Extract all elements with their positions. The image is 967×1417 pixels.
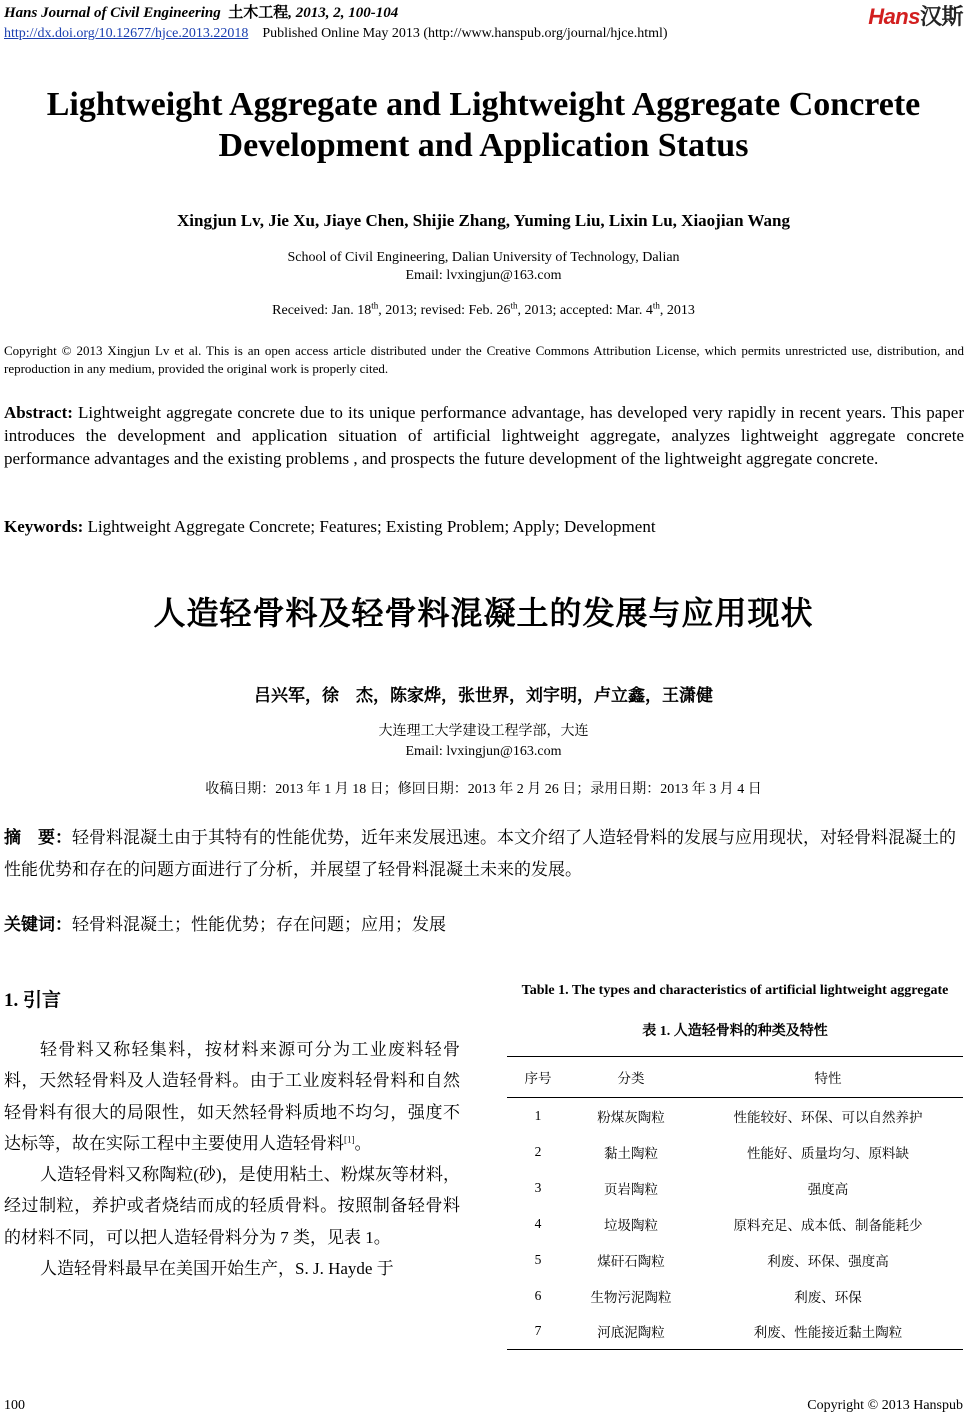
- copyright-notice: Copyright © 2013 Xingjun Lv et al. This is an open access article distributed under the Creative Commons Attribution License, which permits unrestricted use, distribution, and reproduction in any medium, provided the original work is properly cited.: [4, 343, 964, 376]
- paragraph-text: 轻骨料又称轻集料，按材料来源可分为工业废料轻骨料，天然轻骨料及人造轻骨料。由于工业废料轻骨料和自然轻骨料有很大的局限性，如天然轻骨料质地不均匀，强度不达标等，故在实际工程中主要使用人造轻骨料: [4, 1040, 460, 1153]
- cell-index: 6: [534, 1287, 542, 1303]
- section-heading: 1. 引言: [4, 990, 62, 1011]
- cell-index: 4: [534, 1215, 542, 1231]
- logo-cn: 汉斯: [919, 4, 963, 29]
- table-caption-en: Table 1. The types and characteristics of artificial lightweight aggregate: [521, 983, 949, 998]
- affiliation-en-block: [0, 249, 967, 285]
- table-row: [507, 1278, 963, 1314]
- citation-ref[interactable]: [1]: [344, 1134, 355, 1145]
- received-dates-en: [0, 300, 967, 319]
- revised-text: , 2013; revised: Feb. 26: [378, 303, 511, 318]
- table-caption-cn: 表 1. 人造轻骨料的种类及特性: [642, 1024, 828, 1039]
- affiliation-cn-block: [0, 722, 967, 762]
- cell-type: 黏土陶粒: [604, 1145, 658, 1161]
- cell-index: 1: [534, 1107, 542, 1123]
- table-row: [507, 1098, 963, 1134]
- cell-features: 利废、性能接近黏土陶粒: [753, 1325, 903, 1341]
- logo-latin: Hans: [868, 4, 920, 29]
- email-en: Email: lvxingjun@163.com: [405, 268, 562, 283]
- doi-line: [4, 26, 668, 42]
- journal-header: [4, 1, 398, 22]
- authors-cn: 吕兴军，徐 杰，陈家烨，张世界，刘宇明，卢立鑫，王潇健: [254, 686, 713, 705]
- body-paragraph: 人造轻骨料最早在美国开始生产，S. J. Hayde 于: [40, 1259, 394, 1279]
- cell-type: 河底泥陶粒: [597, 1325, 665, 1341]
- cell-type: 煤矸石陶粒: [597, 1253, 665, 1269]
- abstract-en-label: Abstract:: [4, 403, 73, 422]
- types-table: [507, 1056, 963, 1350]
- email-cn: Email: lvxingjun@163.com: [405, 744, 562, 759]
- cell-index: 2: [534, 1143, 542, 1159]
- affiliation-en: School of Civil Engineering, Dalian University of Technology, Dalian: [287, 250, 680, 265]
- doi-link[interactable]: http://dx.doi.org/10.12677/hjce.2013.22018: [4, 26, 249, 41]
- table-row: [507, 1242, 963, 1278]
- cell-type: 页岩陶粒: [604, 1181, 658, 1197]
- authors-en: Xingjun Lv, Jie Xu, Jiaye Chen, Shijie Zhang, Yuming Liu, Lixin Lu, Xiaojian Wang: [177, 211, 790, 230]
- paragraph-text: 。: [354, 1133, 372, 1153]
- cell-features: 利废、环保: [794, 1289, 862, 1305]
- abstract-cn-text: 轻骨料混凝土由于其特有的性能优势，近年来发展迅速。本文介绍了人造轻骨料的发展与应用现状，对轻骨料混凝土的性能优势和存在的问题方面进行了分析，并展望了轻骨料混凝土未来的发展。: [4, 828, 956, 879]
- ordinal-suffix: th: [652, 300, 660, 311]
- abstract-en-text: Lightweight aggregate concrete due to its unique performance advantage, has developed very rapidly in recent years. This paper introduces the development and application situation of artificial lightweight aggregate, analyzes lightweight aggregate concrete performance advantages and the existing problems , and prospects the future development of the lightweight aggregate concrete.: [4, 403, 964, 468]
- ordinal-suffix: th: [371, 300, 379, 311]
- table-header-row: [507, 1057, 963, 1098]
- received-dates-cn: 收稿日期：2013 年 1 月 18 日；修回日期：2013 年 2 月 26 日；录用日期：2013 年 3 月 4 日: [205, 782, 762, 797]
- cell-type: 生物污泥陶粒: [590, 1289, 672, 1305]
- col-header-type: 分类: [617, 1071, 645, 1086]
- abstract-en: [4, 401, 964, 470]
- keywords-cn: [4, 910, 964, 935]
- body-column: [4, 1034, 460, 1284]
- keywords-en-label: Keywords:: [4, 517, 84, 536]
- journal-name: Hans Journal of Civil Engineering: [4, 5, 221, 21]
- title-en-line2: Development and Application Status: [218, 127, 749, 164]
- body-paragraph: 人造轻骨料又称陶粒(砂)，是使用粘土、粉煤灰等材料，经过制粒，养护或者烧结而成的轻质骨料。按照制备轻骨料的材料不同，可以把人造轻骨料分为 7 类，见表 1。: [4, 1165, 460, 1247]
- journal-name-cn: 土木工程: [228, 5, 289, 21]
- table-row: [507, 1314, 963, 1350]
- table-row: [507, 1206, 963, 1242]
- footer-copyright: Copyright © 2013 Hanspub: [807, 1398, 963, 1413]
- keywords-cn-text: 轻骨料混凝土；性能优势；存在问题；应用；发展: [72, 915, 446, 934]
- cell-features: 原料充足、成本低、制备能耗少: [733, 1217, 923, 1233]
- abstract-cn: [4, 822, 964, 885]
- cell-index: 5: [534, 1251, 542, 1267]
- table-row: [507, 1170, 963, 1206]
- col-header-features: 特性: [814, 1071, 842, 1086]
- accepted-text: , 2013; accepted: Mar. 4: [517, 303, 653, 318]
- journal-citation: , 2013, 2, 100-104: [288, 5, 399, 21]
- title-en-line1: Lightweight Aggregate and Lightweight Aggregate Concrete: [46, 86, 921, 123]
- body-paragraph: [4, 1034, 460, 1159]
- col-header-index: 序号: [524, 1071, 552, 1086]
- cell-index: 7: [534, 1323, 542, 1339]
- keywords-en: [4, 517, 964, 537]
- received-text: Received: Jan. 18: [272, 303, 372, 318]
- year-text: , 2013: [659, 303, 695, 318]
- cell-features: 性能较好、环保、可以自然养护: [733, 1109, 923, 1125]
- keywords-cn-label: 关键词：: [4, 915, 72, 935]
- published-online: Published Online May 2013 (http://www.hanspub.org/journal/hjce.html): [262, 26, 668, 41]
- table-row: [507, 1134, 963, 1170]
- cell-features: 性能好、质量均匀、原料缺: [747, 1145, 909, 1161]
- title-en: [0, 84, 967, 166]
- keywords-en-text: Lightweight Aggregate Concrete; Features; Existing Problem; Apply; Development: [83, 517, 656, 536]
- abstract-cn-label: 摘 要：: [4, 828, 72, 848]
- cell-type: 垃圾陶粒: [604, 1217, 658, 1233]
- page-number: 100: [4, 1398, 25, 1413]
- cell-features: 利废、环保、强度高: [767, 1253, 889, 1269]
- affiliation-cn: 大连理工大学建设工程学部，大连: [378, 724, 589, 739]
- cell-type: 粉煤灰陶粒: [597, 1109, 665, 1125]
- cell-index: 3: [534, 1179, 542, 1195]
- hanspub-logo: [868, 0, 963, 31]
- ordinal-suffix: th: [510, 300, 518, 311]
- cell-features: 强度高: [807, 1181, 849, 1197]
- title-cn: 人造轻骨料及轻骨料混凝土的发展与应用现状: [153, 594, 814, 632]
